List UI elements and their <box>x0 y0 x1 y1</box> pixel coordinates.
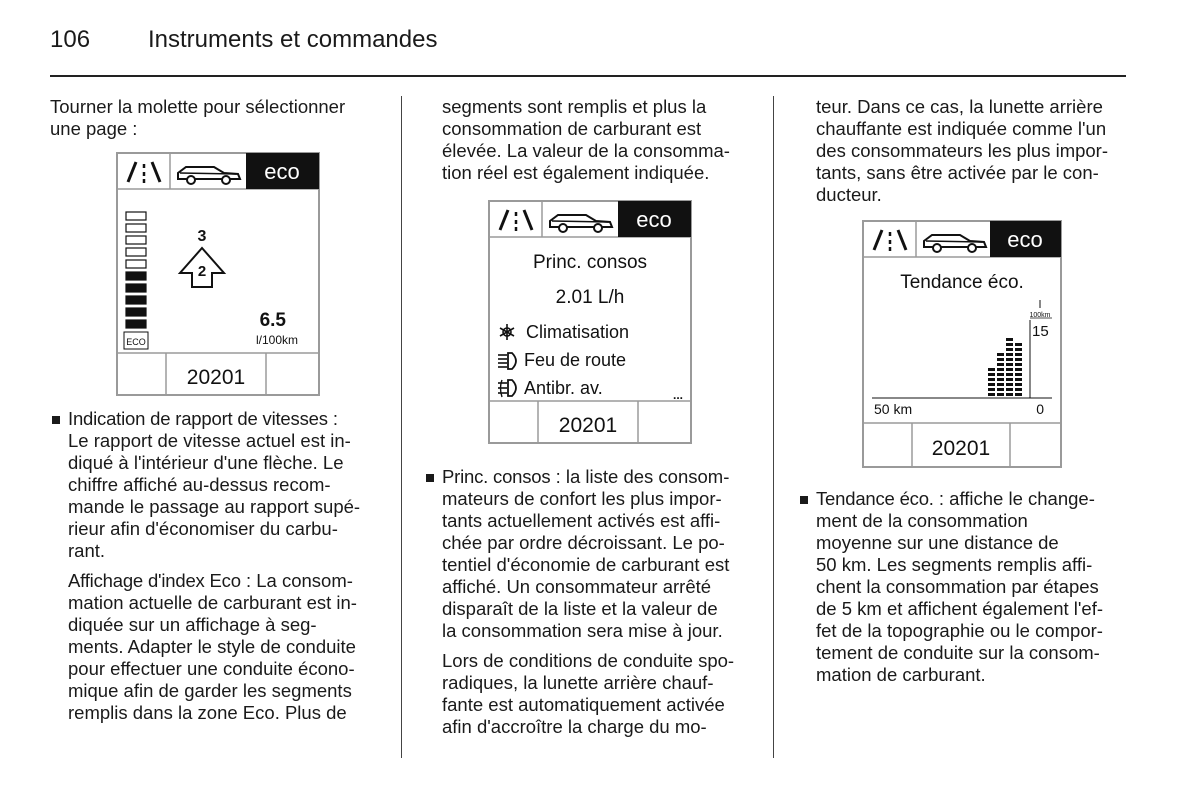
trend-title: Tendance éco. <box>900 272 1024 293</box>
trend-segment <box>988 388 995 391</box>
eco-trend-figure <box>862 220 1128 468</box>
trend-segment <box>997 363 1004 366</box>
trend-segment <box>988 383 995 386</box>
trend-segment <box>1006 383 1013 386</box>
trend-segment <box>1006 373 1013 376</box>
term-gear-indication: Indication de rapport de vitesses <box>68 408 328 429</box>
consumption-unit: l/100km <box>255 333 298 347</box>
bullet-eco-trend: Tendance éco. : affiche le change- ment de la consommation moyenne sur une distance de 50 km. Les segments remplis affi- chent la consommation par étapes de 5 km et affichent également l'ef- fet de la topographie ou le compor- tement de conduite sur la consom- mation de carburant. <box>798 488 1128 686</box>
trend-segment <box>1015 363 1022 366</box>
trend-segment <box>988 373 995 376</box>
column-2 <box>424 96 759 738</box>
intro-line-1: Tourner la molette pour sélectionner <box>50 96 346 117</box>
trend-segment <box>997 373 1004 376</box>
odometer: 20201 <box>186 366 246 389</box>
recommended-gear: 3 <box>197 228 207 245</box>
main-consumers-svg <box>488 200 692 444</box>
paragraph-sporadic: Lors de conditions de conduite spo- radiques, la lunette arrière chauf- fante est automatiquement activée afin d'accroître la charge du mo- <box>442 650 735 737</box>
trend-segment <box>1015 343 1022 346</box>
eco-tab-label: eco <box>636 207 672 232</box>
trend-segment <box>997 388 1004 391</box>
trend-segment <box>988 368 995 371</box>
gear-display-svg <box>116 152 320 396</box>
eco-segment-empty <box>126 236 146 244</box>
eco-segment-empty <box>126 212 146 220</box>
scale-unit: 100km <box>1029 312 1051 319</box>
trend-segment <box>1015 383 1022 386</box>
term-eco-index: Affichage d'index Eco <box>68 570 241 591</box>
trend-segment <box>1015 368 1022 371</box>
consumer-item-3: Antibr. av. <box>524 378 603 398</box>
trend-segment <box>1015 378 1022 381</box>
trend-segment <box>1006 378 1013 381</box>
eco-segment-empty <box>126 260 146 268</box>
eco-segment-empty <box>126 248 146 256</box>
trend-segment <box>1015 358 1022 361</box>
consumption-value: 6.5 <box>259 310 286 331</box>
trend-segment <box>997 383 1004 386</box>
trend-segment <box>1006 348 1013 351</box>
eco-segment-filled <box>126 308 146 316</box>
consumers-title: Princ. consos <box>532 252 648 273</box>
column-3 <box>798 96 1128 686</box>
trend-segment <box>1015 393 1022 396</box>
column-separator-1 <box>401 96 402 758</box>
eco-segment-filled <box>126 272 146 280</box>
header-rule <box>50 75 1126 77</box>
eco-segment-filled <box>126 320 146 328</box>
trend-segment <box>997 358 1004 361</box>
bullet-main-consumers: Princ. consos : la liste des consom- mateurs de confort les plus impor- tants actuellement activés est affi- chée par ordre décroissant. Le po- tentiel d'économie de carburant est affiché. Un consommateur arrêté disparaît de la liste et la valeur de la consommation sera mise à jour. <box>424 466 759 642</box>
trend-segment <box>1006 338 1013 341</box>
term-eco-trend: Tendance éco. <box>816 488 934 509</box>
trend-segment <box>1006 388 1013 391</box>
trend-segment <box>997 353 1004 356</box>
current-gear: 2 <box>197 263 207 280</box>
more-indicator: ... <box>672 388 683 402</box>
eco-segment-filled <box>126 296 146 304</box>
trend-segment <box>1015 353 1022 356</box>
trend-segment <box>1015 388 1022 391</box>
x-axis-right: 0 <box>1036 401 1044 417</box>
trend-segment <box>1006 393 1013 396</box>
paragraph-continued: segments sont remplis et plus la consommation de carburant est élevée. La valeur de la consomma- tion réel est également indiquée. <box>442 96 730 183</box>
column-separator-2 <box>773 96 774 758</box>
page-title: Instruments et commandes <box>148 26 438 53</box>
eco-segment-filled <box>126 284 146 292</box>
intro-line-2: une page : <box>50 118 138 139</box>
eco-tab-label: eco <box>1007 227 1043 252</box>
scale-max: 15 <box>1032 323 1049 340</box>
paragraph-eco-index: Affichage d'index Eco : La consom- mation actuelle de carburant est in- diquée sur un affichage à seg- ments. Adapter le style de conduite pour effectuer une conduite écono- mique afin de garder les segments remplis dans la zone Eco. Plus de <box>68 570 357 723</box>
trend-segment <box>988 378 995 381</box>
term-main-consumers: Princ. consos <box>442 466 551 487</box>
consumers-value: 2.01 L/h <box>555 287 625 308</box>
trend-segment <box>997 393 1004 396</box>
eco-trend-svg <box>862 220 1062 468</box>
trend-segment <box>988 393 995 396</box>
eco-zone-label: ECO <box>126 337 146 347</box>
odometer: 20201 <box>558 414 618 437</box>
trend-segment <box>997 378 1004 381</box>
bullet-gear-indication: Indication de rapport de vitesses : Le rapport de vitesse actuel est in- diqué à l'intérieur d'une flèche. Le chiffre affiché au-dessus recom- mande le passage au rapport supé- rieur afin d'économiser du carbu- rant. <box>50 408 385 562</box>
eco-tab-label: eco <box>264 159 300 184</box>
page-header <box>50 26 437 54</box>
trend-segment <box>1006 363 1013 366</box>
page-number: 106 <box>50 26 91 53</box>
trend-segment <box>997 368 1004 371</box>
main-consumers-figure <box>488 200 759 444</box>
paragraph-continued-2: teur. Dans ce cas, la lunette arrière chauffante est indiquée comme l'un des consommateurs les plus impor- tants, sans être activée par le con- ducteur. <box>816 96 1108 205</box>
eco-segment-empty <box>126 224 146 232</box>
x-axis-left: 50 km <box>874 401 913 417</box>
consumer-item-1: Climatisation <box>526 322 630 342</box>
trend-segment <box>1006 343 1013 346</box>
odometer: 20201 <box>931 437 991 460</box>
column-1 <box>50 96 385 724</box>
trend-segment <box>1015 348 1022 351</box>
consumer-item-2: Feu de route <box>524 350 627 370</box>
trend-segment <box>1015 373 1022 376</box>
gear-display-figure <box>116 152 385 396</box>
trend-segment <box>1006 358 1013 361</box>
trend-segment <box>1006 353 1013 356</box>
trend-segment <box>1006 368 1013 371</box>
